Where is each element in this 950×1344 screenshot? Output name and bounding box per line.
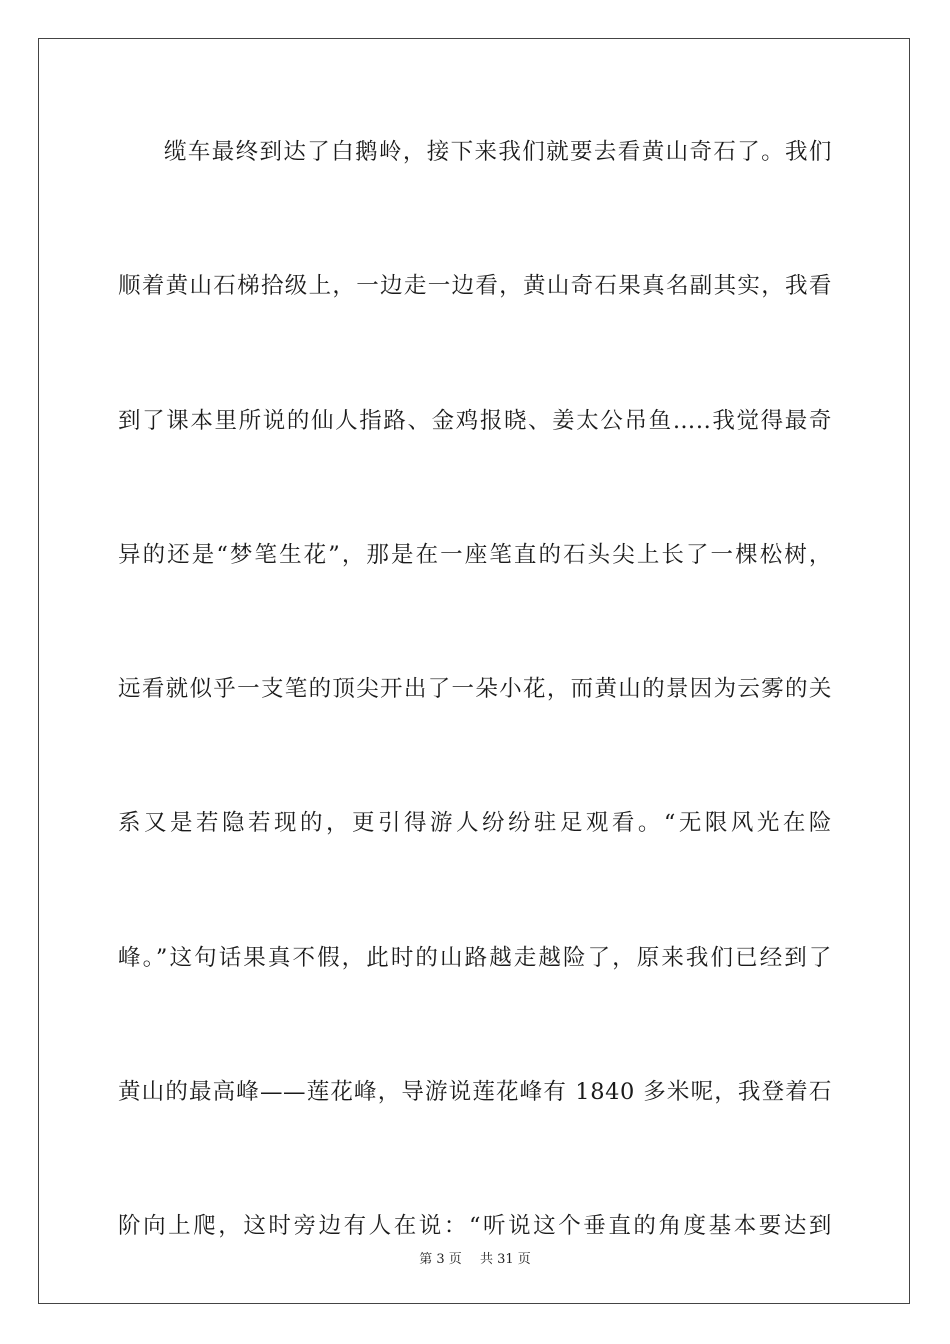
paragraph-line: 阶向上爬，这时旁边有人在说：“听说这个垂直的角度基本要达到	[118, 1213, 832, 1240]
paragraph-line: 系又是若隐若现的，更引得游人纷纷驻足观看。“无限风光在险	[118, 810, 832, 837]
paragraph-line: 顺着黄山石梯拾级上，一边走一边看，黄山奇石果真名副其实，我看	[118, 273, 832, 300]
paragraph-line: 到了课本里所说的仙人指路、金鸡报晓、姜太公吊鱼…..我觉得最奇	[118, 407, 832, 434]
page-number: 第 3 页	[419, 1252, 462, 1267]
paragraph-line: 峰。”这句话果真不假，此时的山路越走越险了，原来我们已经到了	[118, 944, 832, 971]
page-footer	[0, 1248, 950, 1267]
paragraph-line: 异的还是“梦笔生花”，那是在一座笔直的石头尖上长了一棵松树，	[118, 541, 832, 568]
paragraph-line: 黄山的最高峰——莲花峰，导游说莲花峰有 1840 多米呢，我登着石	[118, 1079, 832, 1106]
paragraph-line: 缆车最终到达了白鹅岭，接下来我们就要去看黄山奇石了。我们	[164, 139, 832, 165]
total-pages: 共 31 页	[479, 1252, 531, 1267]
document-body	[118, 120, 832, 1329]
paragraph-line: 远看就似乎一支笔的顶尖开出了一朵小花，而黄山的景因为云雾的关	[118, 676, 832, 703]
